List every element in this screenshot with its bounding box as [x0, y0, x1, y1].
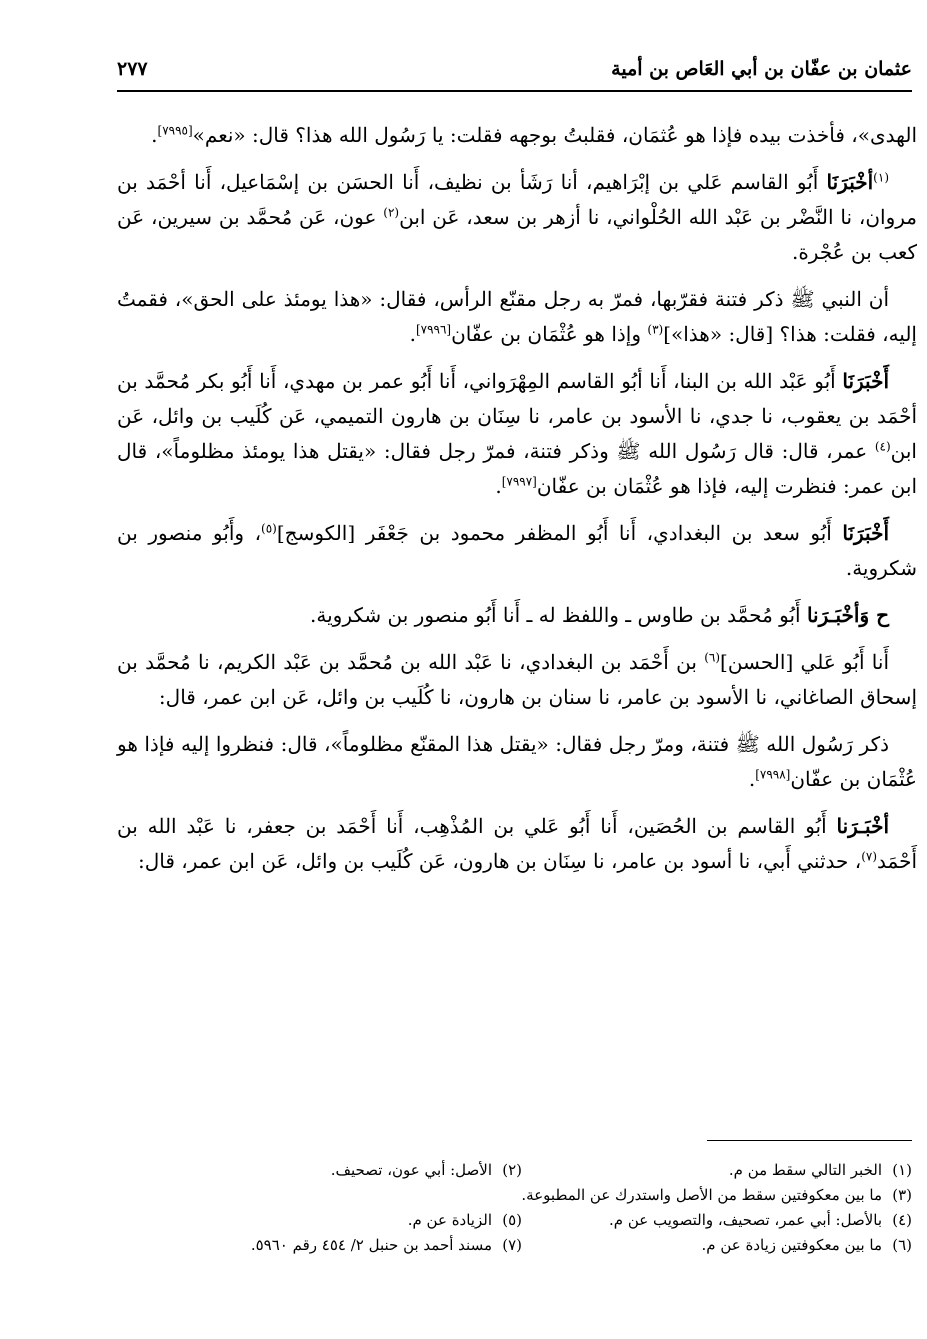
footnote-text: ما بين معكوفتين سقط من الأصل واستدرك عن المطبوعة.	[521, 1186, 882, 1204]
paragraph-8	[117, 727, 917, 797]
paragraph-text: وإذا هو عُثْمَان بن عفّان	[451, 322, 648, 346]
footnote-number: (٦)	[892, 1236, 912, 1254]
paragraph-4	[117, 364, 917, 504]
hadith-number: [٧٩٩٨]	[755, 767, 791, 782]
isnad-lead: أَخْبَرَنَا	[842, 521, 890, 545]
footnote-number: (٤)	[892, 1211, 912, 1229]
paragraph-2	[117, 165, 917, 270]
paragraph-text: ، وأَبُو منصور بن شكروية.	[117, 521, 917, 580]
paragraph-text: عمر، قال: قال رَسُول الله ﷺ وذكر فتنة، فمرّ رجل فقال: «يقتل هذا يومئذ مظلوماً»، قال ابن عمر: فنظرت إليه، فإذا هو عُثْمَان بن عفّان	[117, 439, 917, 498]
paragraph-text: .	[409, 322, 416, 346]
footnote-row	[135, 1208, 912, 1233]
footnote-4	[522, 1208, 912, 1233]
hadith-number: [٧٩٩٥]	[157, 123, 193, 138]
footnote-text: مسند أحمد بن حنبل ٢/ ٤٥٤ رقم ٥٩٦٠.	[250, 1236, 492, 1254]
footnote-text: ما بين معكوفتين زيادة عن م.	[701, 1236, 882, 1254]
footnote-6	[522, 1233, 912, 1258]
footnote-text: الزيادة عن م.	[407, 1211, 492, 1229]
paragraph-text: أَبُو مُحمَّد بن طاوس ـ واللفظ له ـ أَنا أَبُو منصور بن شكروية.	[310, 603, 807, 627]
main-text	[117, 118, 917, 891]
footnote-text: الخبر التالي سقط من م.	[728, 1161, 882, 1179]
footnote-ref[interactable]: (٧)	[861, 849, 878, 864]
footnote-2	[331, 1158, 522, 1183]
page-number: ٢٧٧	[117, 58, 148, 80]
footnote-rule	[707, 1140, 912, 1141]
footnote-1	[522, 1158, 912, 1183]
paragraph-text: .	[151, 123, 158, 147]
footnote-ref[interactable]: (٤)	[874, 439, 891, 454]
paragraph-text: أَبُو القاسم عَلي بن إبْرَاهيم، أنا رَشَأ بن نظيف، أَنا الحسَن بن إسْمَاعيل، أَنا أحْمَد بن مروان، نا النَّضْر بن عَبْد الله الحُلْواني، نا أزهر بن سعد، عَن ابن	[117, 170, 918, 229]
footnote-number: (٥)	[502, 1211, 522, 1229]
footnote-row	[135, 1158, 912, 1183]
footnote-ref[interactable]: (٢)	[383, 205, 400, 220]
paragraph-6	[117, 598, 917, 633]
footnote-3	[521, 1183, 912, 1208]
paragraph-text: ، حدثني أَبي، نا أسود بن عامر، نا سِنَان بن هارون، عَن كُلَيب بن وائل، عَن ابن عمر، قال:	[137, 849, 862, 873]
footnote-ref[interactable]: (٦)	[704, 650, 721, 665]
header-rule	[117, 90, 912, 92]
footnote-text: بالأصل: أبي عمر، تصحيف، والتصويب عن م.	[609, 1211, 882, 1229]
paragraph-5	[117, 516, 917, 586]
footnote-text: الأصل: أبي عون، تصحيف.	[330, 1161, 492, 1179]
paragraph-7	[117, 645, 917, 715]
footnote-row	[135, 1233, 912, 1258]
paragraph-9	[117, 809, 917, 879]
footnote-5	[408, 1208, 522, 1233]
footnote-ref[interactable]: (٣)	[647, 322, 664, 337]
footnotes	[135, 1158, 912, 1258]
footnote-number: (٢)	[502, 1161, 522, 1179]
hadith-number: [٧٩٩٧]	[501, 474, 537, 489]
footnote-number: (٣)	[892, 1186, 912, 1204]
footnote-ref[interactable]: (١)	[873, 170, 889, 185]
paragraph-text: أَبُو عَبْد الله بن البنا، أَنا أبُو القاسم المِهْرَواني، أَنا أَبُو عمر بن مهدي، أَنا أَبُو بكر مُحمَّد بن أحْمَد بن يعقوب، نا جدي، نا الأسود بن عامر، نا سِنَان بن هارون التميمي، عَن كُلَيب بن وائل، عَن ابن	[117, 369, 917, 463]
isnad-lead: أخْبَرَنَا	[826, 170, 874, 194]
paragraph-text: أن النبي ﷺ ذكر فتنة فقرّبها، فمرّ به رجل مقنّع الرأس، فقال: «هذا يومئذ على الحق»، فقمتُ إليه، فقلت: هذا؟ [قال: «هذا»]	[117, 287, 917, 346]
paragraph-3	[117, 282, 917, 352]
isnad-lead: أَخْبَرَنَا	[842, 369, 889, 393]
footnote-7	[251, 1233, 522, 1258]
footnote-number: (١)	[892, 1161, 912, 1179]
paragraph-text: الهدى»، فأخذت بيده فإذا هو عُثمَان، فقلبتُ بوجهه فقلت: يا رَسُول الله هذا؟ قال: «نعم»	[192, 123, 917, 147]
running-header	[117, 52, 912, 86]
paragraph-text: .	[495, 474, 502, 498]
running-title: عثمان بن عفّان بن أبي العَاص بن أمية	[611, 58, 912, 80]
footnote-row	[135, 1183, 912, 1208]
hadith-number: [٧٩٩٦]	[415, 322, 452, 337]
paragraph-1	[117, 118, 917, 153]
footnote-ref[interactable]: (٥)	[261, 521, 277, 536]
paragraph-text: أَبُو سعد بن البغدادي، أَنا أَبُو المظفر محمود بن جَعْفَر [الكوسج]	[276, 521, 843, 545]
paragraph-text: عون، عَن مُحمَّد بن سيرين، عَن كعب بن عُجْرة.	[117, 205, 917, 264]
isnad-lead: ح وَأخْبَـرَنا	[806, 603, 889, 627]
footnote-number: (٧)	[502, 1236, 522, 1254]
paragraph-text: ذكر رَسُول الله ﷺ فتنة، ومرّ رجل فقال: «يقتل هذا المقنّع مظلوماً»، قال: فنظروا إليه فإذا هو عُثْمَان بن عفّان	[117, 732, 917, 791]
paragraph-text: أَبُو القاسم بن الحُصَين، أَنا أَبُو عَلي بن المُذْهِب، أَنا أَحْمَد بن جعفر، نا عَبْد الله بن أَحْمَد	[117, 814, 917, 873]
paragraph-text: أَنا أَبُو عَلي [الحسن]	[720, 650, 889, 674]
isnad-lead: أخْبَـرَنا	[836, 814, 889, 838]
paragraph-text: .	[748, 767, 756, 791]
paragraph-text: بن أَحْمَد بن البغدادي، نا عَبْد الله بن مُحمَّد بن عَبْد الكريم، نا مُحمَّد بن إسحاق الصاغاني، نا الأسود بن عامر، نا سنان بن هارون، نا كُلَيب بن وائل، عَن ابن عمر، قال:	[117, 650, 917, 709]
